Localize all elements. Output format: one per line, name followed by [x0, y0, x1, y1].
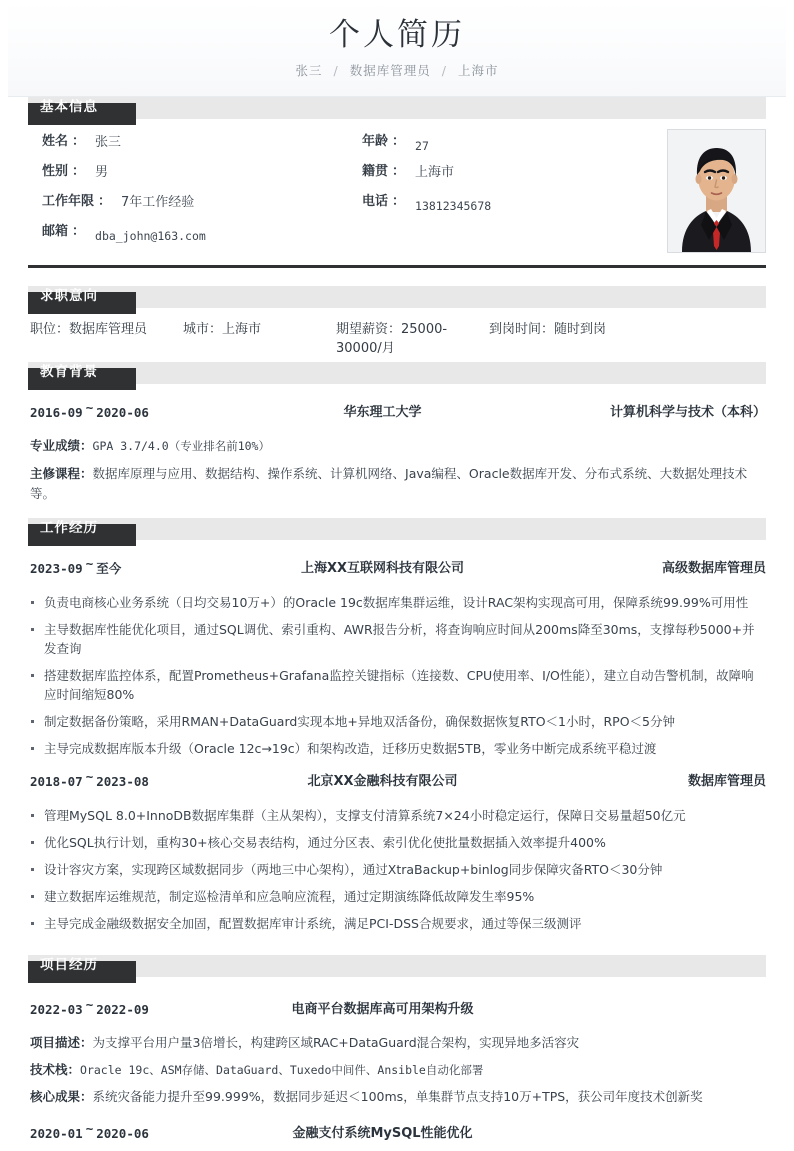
work-entry-header	[28, 766, 766, 791]
header-name: 张三	[295, 63, 323, 78]
project-date-tilde: ~	[85, 1121, 94, 1136]
project-stack: 技术栈：Oracle 19c、ASM存储、DataGuard、Tuxedo中间件、Ansible自动化部署	[30, 1062, 484, 1077]
work-start-date: 2018-07	[30, 774, 83, 789]
section-header-work	[28, 518, 766, 540]
field-phone	[348, 193, 668, 223]
intent-position: 职位：数据库管理员	[30, 322, 148, 337]
field-hometown	[348, 163, 668, 193]
work-wrap	[8, 540, 786, 955]
field-years	[28, 193, 348, 223]
field-hometown-label: 籍贯	[362, 164, 389, 179]
avatar	[667, 129, 766, 253]
field-years-value: 7年工作经验	[121, 195, 195, 210]
work-bullet: 管理MySQL 8.0+InnoDB数据库集群（主从架构），支撑支付清算系统7×24小时稳定运行，保障日交易量超50亿元	[28, 806, 766, 833]
education-score: 专业成绩：GPA 3.7/4.0（专业排名前10%）	[30, 438, 270, 453]
work-bullet: 搭建数据库监控体系，配置Prometheus+Grafana监控关键指标（连接数、CPU使用率、I/O性能），建立自动告警机制，故障响应时间缩短80%	[28, 666, 766, 712]
field-gender-label: 性别	[42, 164, 69, 179]
work-section	[28, 540, 766, 955]
field-gender	[28, 163, 348, 193]
work-bullet-list	[28, 593, 766, 766]
portrait-photo-icon	[668, 130, 765, 252]
work-job-title: 数据库管理员	[687, 774, 766, 789]
field-gender-colon: ：	[72, 164, 86, 179]
basic-info-left-column	[28, 133, 348, 253]
job-intent-section	[28, 308, 766, 368]
section-header-basic	[28, 97, 766, 119]
work-end-date: 2023-08	[96, 774, 149, 789]
project-dates	[30, 1121, 265, 1143]
education-section	[28, 384, 766, 518]
work-dates	[30, 769, 265, 791]
work-bullet: 主导完成金融级数据安全加固，配置数据库审计系统，满足PCI-DSS合规要求，通过等保三级测评	[28, 914, 766, 941]
project-name: 金融支付系统MySQL性能优化	[292, 1126, 473, 1141]
field-gender-value: 男	[95, 165, 109, 180]
project-end-date: 2020-06	[96, 1126, 149, 1141]
resume-header	[8, 0, 786, 97]
education-end-date: 2020-06	[96, 405, 149, 420]
work-entry-header	[28, 549, 766, 578]
section-header-intent	[28, 286, 766, 308]
section-header-project	[28, 955, 766, 977]
field-email-value: dba_john@163.com	[95, 229, 206, 243]
field-hometown-colon: ：	[392, 164, 406, 179]
education-courses: 主修课程：数据库原理与应用、数据结构、操作系统、计算机网络、Java编程、Oracle数据库开发、分布式系统、大数据处理技术等。	[30, 466, 748, 501]
work-bullet: 制定数据备份策略，采用RMAN+DataGuard实现本地+异地双活备份，确保数据恢复RTO＜1小时，RPO＜5分钟	[28, 712, 766, 739]
education-score-label: 专业成绩	[30, 438, 81, 453]
work-job-title: 高级数据库管理员	[661, 561, 766, 576]
project-section	[28, 977, 766, 1151]
field-name-label: 姓名	[42, 134, 69, 149]
education-school: 华东理工大学	[343, 405, 422, 420]
field-name-colon: ：	[72, 134, 86, 149]
field-age	[348, 133, 668, 163]
work-company: 北京XX金融科技有限公司	[307, 774, 458, 789]
field-email	[28, 223, 348, 253]
project-wrap	[8, 977, 786, 1151]
work-company: 上海XX互联网科技有限公司	[300, 561, 465, 576]
project-start-date: 2022-03	[30, 1002, 83, 1017]
intent-availability: 到岗时间：随时到岗	[489, 322, 607, 337]
education-score-value: GPA 3.7/4.0（专业排名前10%）	[92, 439, 270, 453]
section-title-work: 工作经历	[40, 520, 98, 536]
project-description-value: 为支撑平台用户量3倍增长，构建跨区域RAC+DataGuard混合架构，实现异地多活容灾	[92, 1035, 580, 1050]
intent-wrap	[8, 308, 786, 368]
basic-info-wrap	[8, 119, 786, 268]
work-bullet: 设计容灾方案，实现跨区域数据同步（两地三中心架构），通过XtraBackup+binlog同步保障灾备RTO＜30分钟	[28, 860, 766, 887]
page-title: 个人简历	[329, 17, 465, 52]
project-name: 电商平台数据库高可用架构升级	[291, 1002, 474, 1017]
work-end-date: 至今	[96, 561, 122, 576]
work-date-tilde: ~	[85, 769, 94, 784]
field-email-label: 邮箱	[42, 224, 69, 239]
education-date-tilde: ~	[85, 400, 94, 415]
education-entry-header	[28, 393, 766, 422]
work-bullet: 主导数据库性能优化项目，通过SQL调优、索引重构、AWR报告分析，将查询响应时间从200ms降至30ms，支撑每秒5000+并发查询	[28, 620, 766, 666]
work-bullet: 建立数据库运维规范，制定巡检清单和应急响应流程，通过定期演练降低故障发生率95%	[28, 887, 766, 914]
project-start-date: 2020-01	[30, 1126, 83, 1141]
field-age-colon: ：	[392, 134, 406, 149]
field-age-label: 年龄	[362, 134, 389, 149]
project-result-label: 核心成果	[30, 1089, 81, 1104]
section-header-education	[28, 362, 766, 384]
work-dates	[30, 556, 265, 578]
project-stack-label: 技术栈	[30, 1062, 68, 1077]
resume-page	[8, 0, 786, 1141]
section-title-project: 项目经历	[40, 957, 98, 973]
project-result-value: 系统灾备能力提升至99.999%，数据同步延迟＜100ms，单集群节点支持10万+TPS，获公司年度技术创新奖	[92, 1089, 703, 1104]
work-bullet: 主导完成数据库版本升级（Oracle 12c→19c）和架构改造，迁移历史数据5TB，零业务中断完成系统平稳过渡	[28, 739, 766, 766]
header-subtitle	[8, 56, 786, 80]
work-bullet-list	[28, 806, 766, 941]
project-stack-value: Oracle 19c、ASM存储、DataGuard、Tuxedo中间件、Ansible自动化部署	[80, 1063, 484, 1077]
field-phone-value: 13812345678	[415, 199, 492, 213]
basic-info-columns	[28, 133, 668, 253]
section-title-intent: 求职意向	[40, 288, 98, 304]
education-courses-value: 数据库原理与应用、数据结构、操作系统、计算机网络、Java编程、Oracle数据库开发、分布式系统、大数据处理技术等。	[30, 466, 748, 501]
education-courses-label: 主修课程	[30, 466, 81, 481]
field-years-label: 工作年限	[42, 194, 95, 209]
project-entry-header	[28, 986, 766, 1019]
project-entry-header	[28, 1107, 766, 1143]
section-title-education: 教育背景	[40, 364, 98, 380]
field-email-colon: ：	[72, 224, 86, 239]
field-years-colon: ：	[98, 194, 112, 209]
education-spacer	[28, 504, 766, 510]
work-date-tilde: ~	[85, 556, 94, 571]
field-hometown-value: 上海市	[415, 165, 455, 180]
project-dates	[30, 997, 265, 1019]
field-phone-label: 电话	[362, 194, 389, 209]
section-title-basic: 基本信息	[40, 99, 98, 115]
project-date-tilde: ~	[85, 997, 94, 1012]
field-phone-colon: ：	[392, 194, 406, 209]
intent-city: 城市：上海市	[183, 322, 262, 337]
field-name	[28, 133, 348, 163]
field-age-value: 27	[415, 139, 429, 153]
work-spacer	[28, 941, 766, 947]
work-bullet: 优化SQL执行计划，重构30+核心交易表结构，通过分区表、索引优化使批量数据插入效率提升400%	[28, 833, 766, 860]
education-dates	[30, 400, 265, 422]
header-separator-2: /	[441, 63, 447, 78]
education-major: 计算机科学与技术（本科）	[609, 405, 766, 420]
header-separator-1: /	[333, 63, 339, 78]
work-start-date: 2023-09	[30, 561, 83, 576]
basic-info-right-column	[348, 133, 668, 253]
work-bullet: 负责电商核心业务系统（日均交易10万+）的Oracle 19c数据库集群运维，设计RAC架构实现高可用，保障系统99.99%可用性	[28, 593, 766, 620]
project-end-date: 2022-09	[96, 1002, 149, 1017]
project-description-label: 项目描述	[30, 1035, 81, 1050]
field-name-value: 张三	[95, 135, 122, 150]
basic-info-section	[28, 119, 766, 268]
project-description: 项目描述：为支撑平台用户量3倍增长，构建跨区域RAC+DataGuard混合架构，实现异地多活容灾	[30, 1035, 580, 1050]
intent-salary: 期望薪资：25000-30000/月	[336, 322, 448, 356]
header-position: 数据库管理员	[349, 63, 431, 78]
project-result: 核心成果：系统灾备能力提升至99.999%，数据同步延迟＜100ms，单集群节点支持10万+TPS，获公司年度技术创新奖	[30, 1089, 703, 1104]
education-wrap	[8, 384, 786, 518]
header-city: 上海市	[457, 63, 499, 78]
education-start-date: 2016-09	[30, 405, 83, 420]
